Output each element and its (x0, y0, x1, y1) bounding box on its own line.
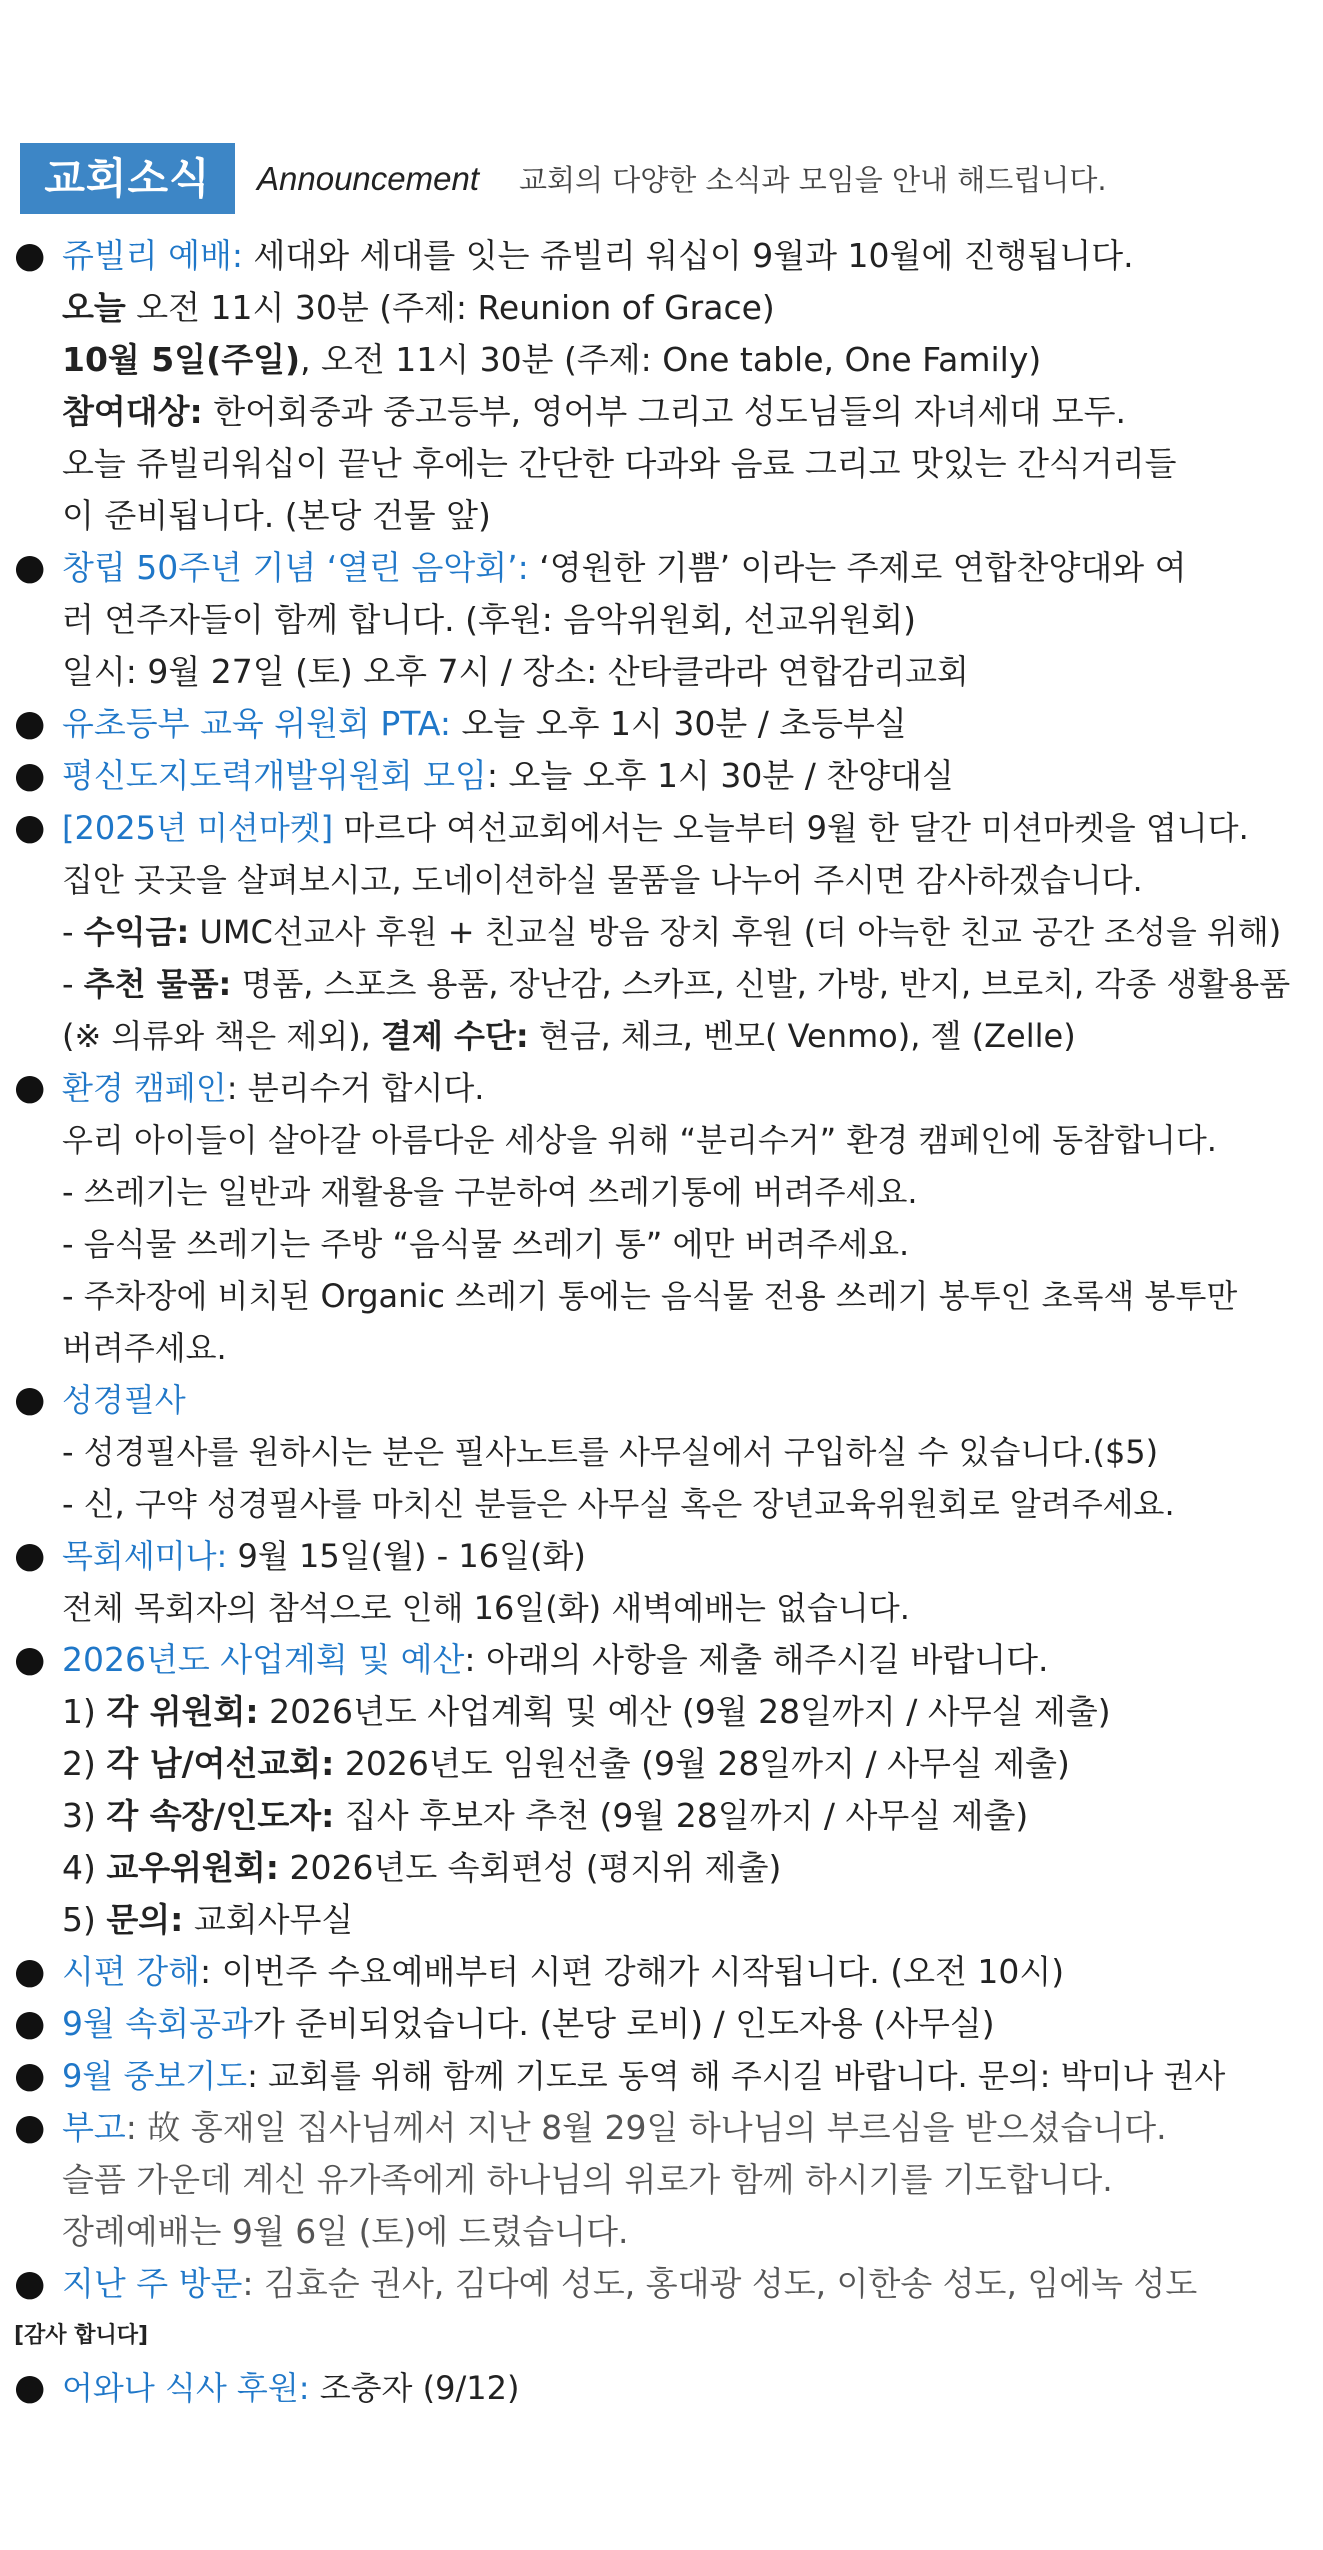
plan-item (62, 1842, 1293, 1894)
bullet-icon: ● (14, 703, 46, 744)
bullet-icon: ● (14, 755, 46, 796)
plan-item-number: 2) (62, 1744, 107, 1783)
notice-title: 9월 속회공과 (62, 2004, 253, 2043)
notice-title: 환경 캠페인 (62, 1069, 227, 1107)
notice-awana-sponsor (0, 2362, 1323, 2414)
section-header (20, 143, 1107, 214)
dash: - (62, 965, 84, 1003)
notice-text: - 주차장에 비치된 Organic 쓰레기 통에는 음식물 전용 쓰레기 봉투인 초록색 봉투만 (62, 1277, 1238, 1315)
notice-text: ‘영원한 기쁨’ 이라는 주제로 연합찬양대와 여 (528, 548, 1187, 587)
notice-text: 교회사무실 (183, 1900, 354, 1939)
notice-text: 일시: 9월 27일 (토) 오후 7시 / 장소: 산타클라라 연합감리교회 (62, 652, 969, 691)
notice-text: 집안 곳곳을 살펴보시고, 도네이션하실 물품을 나누어 주시면 감사하겠습니다. (62, 861, 1143, 899)
notice-text: 전체 목회자의 참석으로 인해 16일(화) 새벽예배는 없습니다. (62, 1589, 910, 1627)
notice-text: 현금, 체크, 벤모( Venmo), 젤 (Zelle) (528, 1017, 1076, 1055)
bullet-icon: ● (14, 2003, 46, 2044)
notice-obituary (0, 2102, 1323, 2258)
notice-title: [2025년 미션마켓] (62, 809, 334, 847)
notice-title: 9월 중보기도 (62, 2057, 248, 2095)
dash: - (62, 913, 84, 951)
notice-text: 한어회중과 중고등부, 영어부 그리고 성도님들의 자녀세대 모두. (202, 392, 1126, 431)
section-description: 교회의 다양한 소식과 모임을 안내 해드립니다. (519, 163, 1107, 197)
notice-text: - 성경필사를 원하시는 분은 필사노트를 사무실에서 구입하실 수 있습니다.($5) (62, 1433, 1159, 1471)
notice-text: - 신, 구약 성경필사를 마치신 분들은 사무실 혹은 장년교육위원회로 알려주세요. (62, 1485, 1175, 1523)
bullet-icon: ● (14, 2367, 46, 2408)
notice-intercession (0, 2050, 1323, 2102)
notice-title: 창립 50주년 기념 ‘열린 음악회’: (62, 548, 529, 587)
notice-title: 부고 (62, 2108, 126, 2147)
bullet-icon: ● (14, 1639, 46, 1680)
thanks-heading-text: [감사 합니다] (14, 2323, 149, 2348)
plan-item-number: 1) (62, 1692, 107, 1731)
notice-label: 오늘 (62, 288, 126, 327)
notice-label: 문의: (106, 1900, 184, 1939)
notice-text: 러 연주자들이 함께 합니다. (후원: 음악위원회, 선교위원회) (62, 600, 916, 639)
notice-lay-leadership (0, 750, 1323, 802)
notice-text: UMC선교사 후원 + 친교실 방음 장치 후원 (더 아늑한 친교 공간 조성을 위해) (189, 913, 1282, 951)
notice-text: 이 준비됩니다. (본당 건물 앞) (62, 496, 491, 535)
notice-label: 각 속장/인도자: (106, 1796, 335, 1835)
notice-text: 2026년도 사업계획 및 예산 (9월 28일까지 / 사무실 제출) (258, 1692, 1111, 1731)
notice-label: 수익금: (83, 913, 190, 951)
plan-item-number: 4) (62, 1848, 107, 1887)
notice-label: 결제 수단: (381, 1017, 529, 1055)
notice-label: 각 위원회: (106, 1692, 259, 1731)
bullet-icon: ● (14, 235, 46, 276)
notice-text: 조충자 (9/12) (309, 2369, 520, 2407)
notice-text: - 쓰레기는 일반과 재활용을 구분하여 쓰레기통에 버려주세요. (62, 1173, 918, 1211)
bullet-icon: ● (14, 1535, 46, 1576)
notice-text: 마르다 여선교회에서는 오늘부터 9월 한 달간 미션마켓을 엽니다. (333, 809, 1249, 847)
notice-title: 유초등부 교육 위원회 PTA: (62, 704, 451, 743)
notice-text: 버려주세요. (62, 1329, 227, 1367)
notice-bible-copy (0, 1374, 1323, 1530)
notice-text: : 아래의 사항을 제출 해주시길 바랍니다. (464, 1640, 1049, 1679)
notice-label: 각 남/여선교회: (106, 1744, 335, 1783)
notice-title: 시편 강해 (62, 1952, 201, 1991)
notice-concert (0, 542, 1323, 698)
notice-text: : 김효순 권사, 김다예 성도, 홍대광 성도, 이한송 성도, 임에녹 성도 (242, 2264, 1198, 2303)
notice-list (0, 230, 1323, 2414)
notice-text: 9월 15일(월) - 16일(화) (227, 1537, 586, 1575)
notice-text: : 오늘 오후 1시 30분 / 찬양대실 (486, 756, 954, 795)
notice-title: 목회세미나: (62, 1537, 228, 1575)
notice-text: : 故 홍재일 집사님께서 지난 8월 29일 하나님의 부르심을 받으셨습니다. (125, 2108, 1167, 2147)
notice-text: (※ 의류와 책은 제외), (62, 1017, 382, 1055)
notice-seminar (0, 1530, 1323, 1634)
notice-text: 우리 아이들이 살아갈 아름다운 세상을 위해 “분리수거” 환경 캠페인에 동참합니다. (62, 1121, 1217, 1159)
plan-item (62, 1738, 1293, 1790)
notice-cell-lesson (0, 1998, 1323, 2050)
notice-title: 2026년도 사업계획 및 예산 (62, 1640, 465, 1679)
notice-text: 세대와 세대를 잇는 쥬빌리 워십이 9월과 10월에 진행됩니다. (243, 236, 1134, 275)
notice-title: 지난 주 방문 (62, 2264, 243, 2303)
thanks-heading (0, 2310, 1323, 2362)
plan-item-number: 5) (62, 1900, 107, 1939)
notice-text: 명품, 스포츠 용품, 장난감, 스카프, 신발, 가방, 반지, 브로치, 각종 생활용품 (231, 965, 1291, 1003)
notice-text: : 이번주 수요예배부터 시편 강해가 시작됩니다. (오전 10시) (200, 1952, 1065, 1991)
plan-item-number: 3) (62, 1796, 107, 1835)
notice-text: - 음식물 쓰레기는 주방 “음식물 쓰레기 통” 에만 버려주세요. (62, 1225, 910, 1263)
notice-psalm-study (0, 1946, 1323, 1998)
notice-text: , 오전 11시 30분 (주제: One table, One Family) (300, 340, 1042, 379)
notice-text: 2026년도 속회편성 (평지위 제출) (278, 1848, 782, 1887)
notice-jubilee (0, 230, 1323, 542)
plan-item (62, 1686, 1293, 1738)
notice-text: 오늘 쥬빌리워십이 끝난 후에는 간단한 다과와 음료 그리고 맛있는 간식거리들 (62, 444, 1177, 483)
notice-business-plan (0, 1634, 1323, 1946)
notice-title: 쥬빌리 예배: (62, 236, 243, 275)
notice-text: 가 준비되었습니다. (본당 로비) / 인도자용 (사무실) (252, 2004, 995, 2043)
notice-pta (0, 698, 1323, 750)
notice-title: 평신도지도력개발위원회 모임 (62, 756, 487, 795)
section-badge: 교회소식 (20, 143, 235, 214)
notice-text: 오전 11시 30분 (주제: Reunion of Grace) (125, 288, 775, 327)
notice-environment (0, 1062, 1323, 1374)
notice-text: 집사 후보자 추천 (9월 28일까지 / 사무실 제출) (334, 1796, 1029, 1835)
notice-label: 참여대상: (62, 392, 203, 431)
bullet-icon: ● (14, 2263, 46, 2304)
bullet-icon: ● (14, 2055, 46, 2096)
bullet-icon: ● (14, 547, 46, 588)
bullet-icon: ● (14, 807, 46, 848)
bullet-icon: ● (14, 1379, 46, 1420)
notice-visitors (0, 2258, 1323, 2310)
notice-title: 성경필사 (62, 1381, 186, 1419)
notice-text: 슬픔 가운데 계신 유가족에게 하나님의 위로가 함께 하시기를 기도합니다. (62, 2160, 1113, 2199)
notice-label: 추천 물품: (83, 965, 232, 1003)
plan-item (62, 1790, 1293, 1842)
notice-label: 10월 5일(주일) (62, 340, 301, 379)
notice-text: : 분리수거 합시다. (226, 1069, 485, 1107)
section-english-title: Announcement (257, 159, 479, 197)
notice-text: 오늘 오후 1시 30분 / 초등부실 (450, 704, 907, 743)
bullet-icon: ● (14, 2107, 46, 2148)
notice-mission-market (0, 802, 1323, 1062)
notice-title: 어와나 식사 후원: (62, 2369, 310, 2407)
notice-text: 장례예배는 9월 6일 (토)에 드렸습니다. (62, 2212, 629, 2251)
notice-text: : 교회를 위해 함께 기도로 동역 해 주시길 바랍니다. 문의: 박미나 권사 (247, 2057, 1226, 2095)
bullet-icon: ● (14, 1951, 46, 1992)
notice-label: 교우위원회: (106, 1848, 279, 1887)
notice-text: 2026년도 임원선출 (9월 28일까지 / 사무실 제출) (334, 1744, 1070, 1783)
plan-item (62, 1894, 1293, 1946)
bullet-icon: ● (14, 1067, 46, 1108)
